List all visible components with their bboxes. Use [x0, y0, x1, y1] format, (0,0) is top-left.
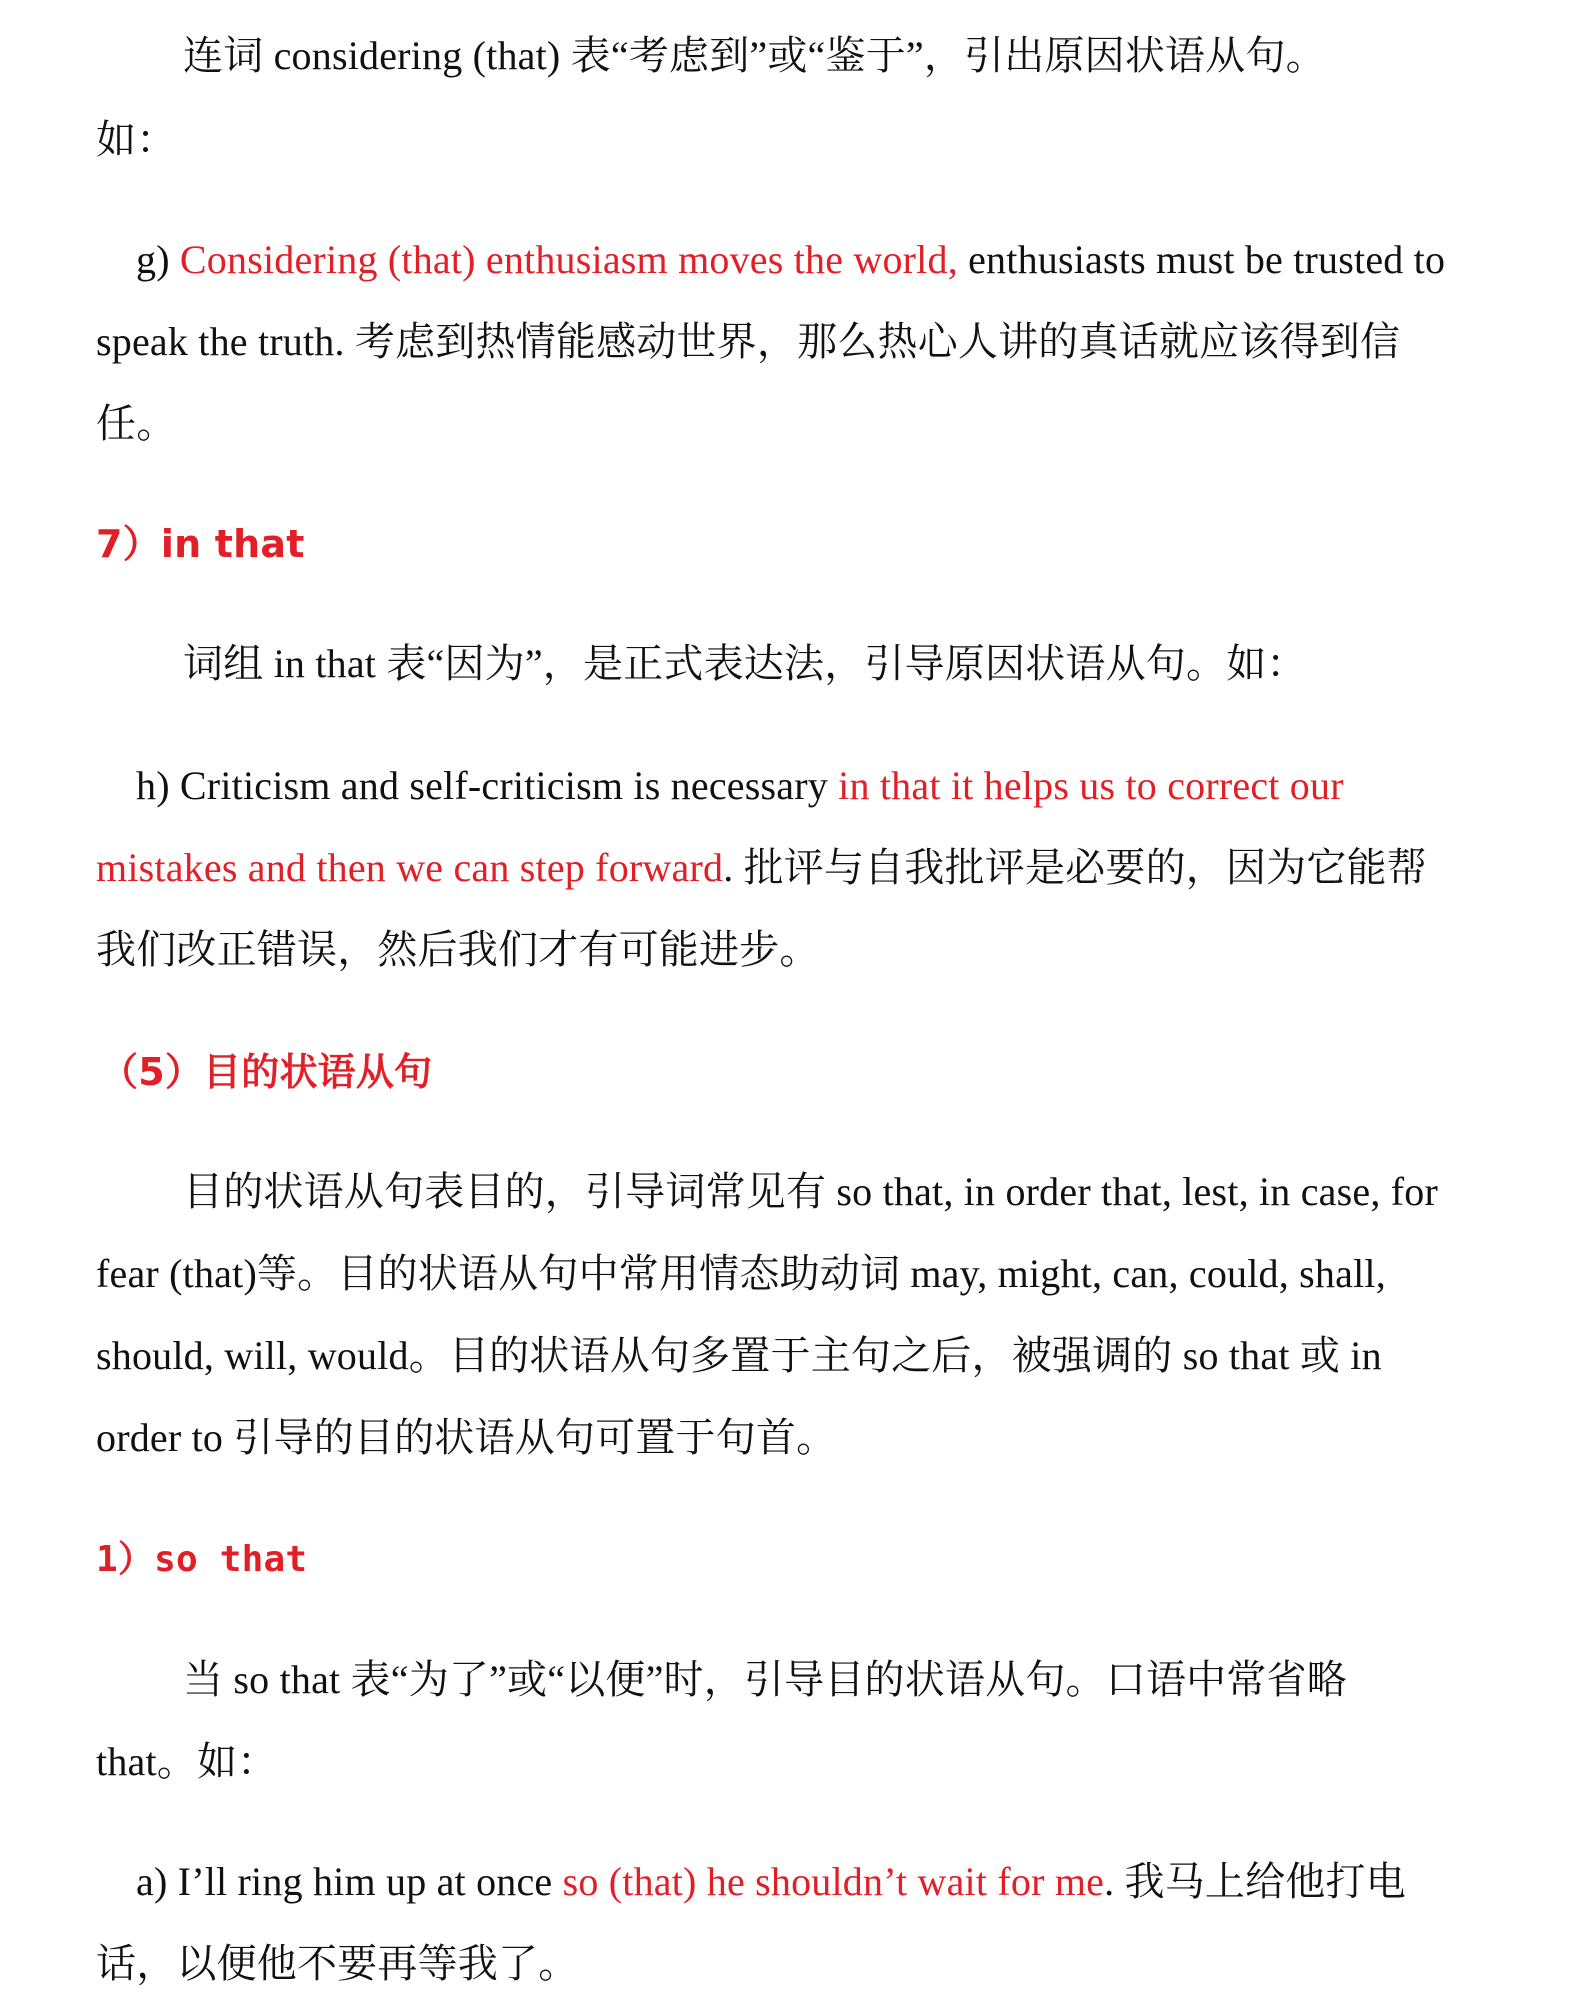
- paragraph-purpose-line-1: 目的状语从句表目的，引导词常见有 so that, in order that, lest, in case, for: [183, 1169, 1438, 1214]
- paragraph-in-that: 词组 in that 表“因为”，是正式表达法，引导原因状语从句。如：: [183, 641, 1307, 686]
- example-h-highlight-2: mistakes and then we can step forward: [96, 845, 724, 890]
- example-h-highlight-1: in that it helps us to correct our: [838, 763, 1344, 808]
- example-h-line-3: 我们改正错误，然后我们才有可能进步。: [96, 927, 820, 972]
- heading-so-that: 1）so that: [96, 1539, 308, 1580]
- heading-purpose-clause: （5）目的状语从句: [100, 1050, 433, 1094]
- paragraph-so-that-line-1: 当 so that 表“为了”或“以便”时，引导目的状语从句。口语中常省略: [183, 1657, 1347, 1702]
- paragraph-considering-line-1: 连词 considering (that) 表“考虑到”或“鉴于”，引出原因状语从句。: [183, 33, 1326, 78]
- paragraph-so-that-line-2: that。如：: [96, 1739, 278, 1784]
- paragraph-purpose-line-2: fear (that)等。目的状语从句中常用情态助动词 may, might, can, could, shall,: [96, 1251, 1386, 1296]
- paragraph-purpose-line-3: should, will, would。目的状语从句多置于主句之后，被强调的 so that 或 in: [96, 1333, 1382, 1378]
- example-a-line-1: a) I’ll ring him up at once so (that) he shouldn’t wait for me. 我马上给他打电: [136, 1859, 1406, 1904]
- heading-in-that: 7）in that: [96, 522, 305, 566]
- example-a-line-2: 话，以便他不要再等我了。: [96, 1941, 579, 1986]
- example-g-line-2: speak the truth. 考虑到热情能感动世界，那么热心人讲的真话就应该得到信: [96, 319, 1401, 364]
- example-g-highlight: Considering (that) enthusiasm moves the world,: [179, 237, 958, 282]
- example-a-highlight: so (that) he shouldn’t wait for me: [562, 1859, 1105, 1904]
- example-g-line-3: 任。: [96, 401, 177, 446]
- example-h-line-2: mistakes and then we can step forward. 批评与自我批评是必要的，因为它能帮: [96, 845, 1427, 890]
- example-g-line-1: g) Considering (that) enthusiasm moves the world, enthusiasts must be trusted to: [136, 237, 1446, 282]
- paragraph-considering-line-2: 如：: [96, 117, 177, 162]
- example-h-line-1: h) Criticism and self-criticism is necessary in that it helps us to correct our: [136, 763, 1344, 808]
- paragraph-purpose-line-4: order to 引导的目的状语从句可置于句首。: [96, 1415, 837, 1460]
